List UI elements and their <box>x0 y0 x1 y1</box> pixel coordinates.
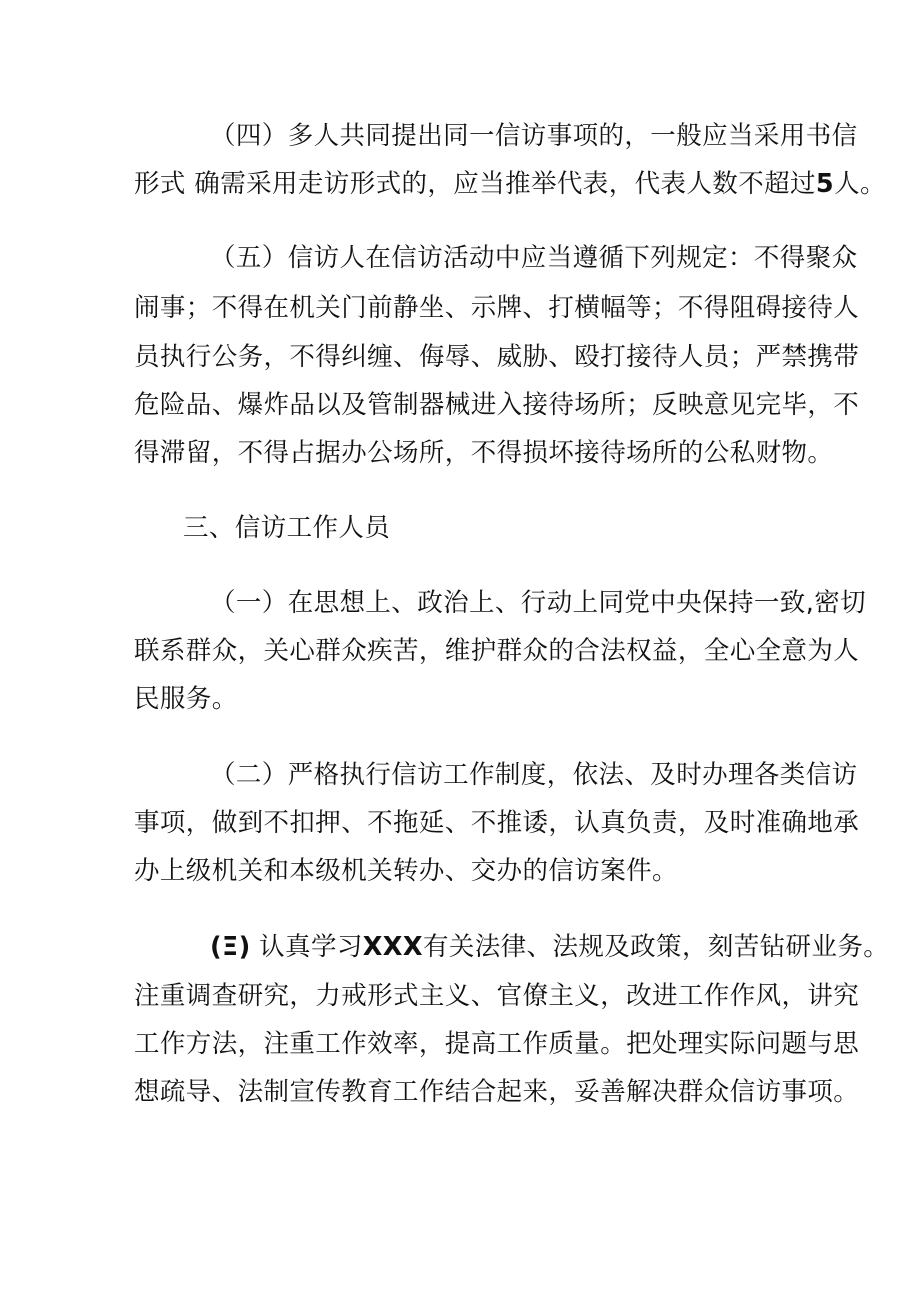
s3-item-3-line-2: 注重调查研究，力戒形式主义、官僚主义，改进工作作风，讲究 <box>134 981 860 1011</box>
item-5-line-2: 闹事；不得在机关门前静坐、示牌、打横幅等；不得阻碍接待人 <box>134 293 860 323</box>
item-5-line-3: 员执行公务，不得纠缠、侮辱、威胁、殴打接待人员；严禁携带 <box>134 342 860 372</box>
s3-item-3-line-4: 想疏导、法制宣传教育工作结合起来，妥善解决群众信访事项。 <box>134 1077 860 1107</box>
item-4-line-2 <box>134 166 886 202</box>
s3-item-3-line-1-end: 有关法律、法规及政策，刻苦钻研业务。 <box>422 932 890 962</box>
s3-item-2-line-3: 办上级机关和本级机关转办、交办的信访案件。 <box>134 856 678 886</box>
s3-item-3-line-1-text: 认真学习 <box>259 932 363 962</box>
item-5-line-4: 危险品、爆炸品以及管制器械进入接待场所；反映意见完毕，不 <box>134 390 860 420</box>
s3-item-1-line-3: 民服务。 <box>134 684 238 714</box>
item-4-line-2-text: 形式 确需采用走访形式的，应当推举代表，代表人数不超过 <box>134 169 816 199</box>
s3-item-2-line-2: 事项，做到不扣押、不拖延、不推诿，认真负责，及时准确地承 <box>134 808 860 838</box>
item-5-line-5: 得滞留，不得占据办公场所，不得损坏接待场所的公私财物。 <box>134 438 834 468</box>
item-4-line-2-end: 人。 <box>834 169 886 199</box>
item-5-line-1: （五）信访人在信访活动中应当遵循下列规定：不得聚众 <box>210 243 858 273</box>
s3-item-3-marker: (Ξ) <box>210 932 251 962</box>
item-4-line-1: （四）多人共同提出同一信访事项的，一般应当采用书信 <box>210 121 858 151</box>
section-3-heading: 三、信访工作人员 <box>183 513 391 543</box>
s3-item-1-line-2: 联系群众，关心群众疾苦，维护群众的合法权益，全心全意为人 <box>134 636 860 666</box>
s3-item-2-line-1: （二）严格执行信访工作制度，依法、及时办理各类信访 <box>210 760 858 790</box>
s3-item-3-line-3: 工作方法，注重工作效率，提高工作质量。把处理实际问题与思 <box>134 1029 860 1059</box>
s3-item-1-line-1: （一）在思想上、政治上、行动上同党中央保持一致,密切 <box>210 588 867 618</box>
s3-item-3-line-1 <box>210 929 889 965</box>
representative-limit-number: 5 <box>815 169 835 199</box>
placeholder-xxx: XXX <box>362 932 423 962</box>
